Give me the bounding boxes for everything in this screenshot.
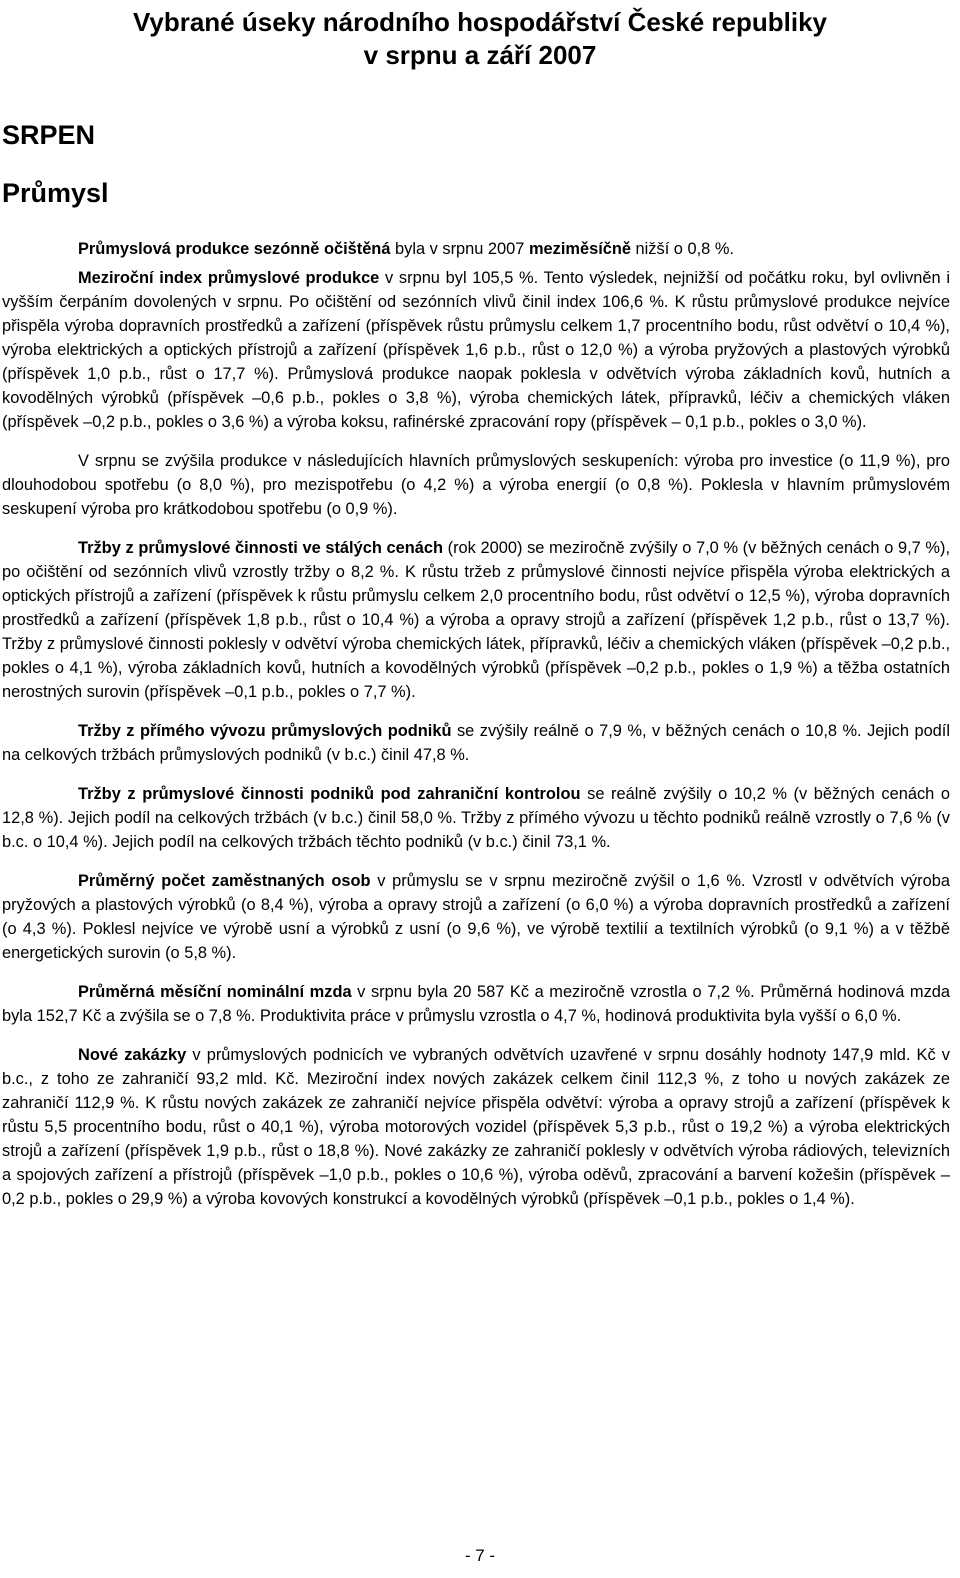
bold-term: meziměsíčně xyxy=(528,240,631,258)
paragraph-text: byla v srpnu 2007 xyxy=(390,240,529,258)
paragraph-text: v průmyslových podnicích ve vybraných odvětvích uzavřené v srpnu dosáhly hodnoty 147,9 mld. Kč v b.c., z toho ze zahraničí 93,2 mld. Kč. Meziroční index nových zakázek celkem činil 112,3 %, z toho u nových zakázek ze zahraničí 112,9 %. K růstu nových zakázek ze zahraničí nejvíce přispěla odvětví: výroba a opravy strojů a zařízení (příspěvek k růstu 5,5 procentního bodu, růst o 40,1 %), výroba motorových vozidel (příspěvek 5,3 p.b., růst o 19,2 %) a výroba elektrických strojů a zařízení (příspěvek 1,9 p.b., růst o 18,8 %). Nové zakázky ze zahraničí poklesly v odvětvích výroba rádiových, televizních a spojových zařízení a přístrojů (příspěvek –1,0 p.b., pokles o 10,6 %), výroba oděvů, zpracování a barvení kožešin (příspěvek –0,2 p.b., pokles o 29,9 %) a výroba kovových konstrukcí a kovodělných výrobků (příspěvek –0,1 p.b., pokles o 1,4 %). xyxy=(2,1046,951,1208)
paragraph-text: V srpnu se zvýšila produkce v následujících hlavních průmyslových seskupeních: výroba pro investice (o 11,9 %), pro dlouhodobou spotřebu (o 8,0 %), pro mezispotřebu (o 4,2 %) a výroba energií (o 0,8 %). Poklesla v hlavním průmyslovém seskupení výroba pro krátkodobou spotřebu (o 0,9 %). xyxy=(2,452,950,518)
paragraph-text: v průmyslu se v srpnu meziročně zvýšil o 1,6 %. Vzrostl v odvětvích výroba pryžových a plastových výrobků (o 8,4 %), výroba a opravy strojů a zařízení (o 6,0 %) a výroba dopravních prostředků a zařízení (o 4,3 %). Poklesl nejvíce ve výrobě usní a výrobků z usní (o 9,6 %), ve výrobě textilií a textilních výrobků (o 9,1 %) a v těžbě energetických surovin (o 5,8 %). xyxy=(2,872,950,962)
paragraph xyxy=(2,449,950,521)
bold-term: Tržby z průmyslové činnosti ve stálých cenách xyxy=(78,539,443,557)
document-title xyxy=(0,6,960,72)
bold-term: Průměrný počet zaměstnaných osob xyxy=(78,872,371,890)
title-line-1: Vybrané úseky národního hospodářství České republiky xyxy=(132,7,828,37)
bold-term: Tržby z přímého vývozu průmyslových podniků xyxy=(78,722,452,740)
bold-term: Nové zakázky xyxy=(78,1046,187,1064)
paragraph-text: nižší o 0,8 %. xyxy=(631,240,734,258)
paragraph xyxy=(2,266,950,434)
paragraph xyxy=(2,782,950,854)
title-line-2: v srpnu a září 2007 xyxy=(363,40,597,70)
paragraph xyxy=(2,237,950,261)
paragraph-text: (rok 2000) se meziročně zvýšily o 7,0 % (v běžných cenách o 9,7 %), po očištění od sezónních vlivů vzrostly tržby o 8,2 %. K růstu tržeb z průmyslové činnosti nejvíce přispěla výroba elektrických a optických přístrojů a zařízení (příspěvek k růstu průmyslu celkem 2,0 procentního bodu, růst odvětví o 12,5 %), výroba dopravních prostředků a zařízení (příspěvek 1,8 p.b., růst o 10,4 %) a výroba a opravy strojů a zařízení (příspěvek 1,2 p.b., růst o 13,7 %). Tržby z průmyslové činnosti poklesly v odvětví výroba chemických látek, přípravků, léčiv a chemických vláken (příspěvek –0,2 p.b., pokles o 4,1 %), výroba základních kovů, hutních a kovodělných výrobků (příspěvek –0,2 p.b., pokles o 1,9 %) a těžba ostatních nerostných surovin (příspěvek –0,1 p.b., pokles o 7,7 %). xyxy=(2,539,950,701)
paragraph-text: v srpnu byl 105,5 %. Tento výsledek, nejnižší od počátku roku, byl ovlivněn i vyšším čerpáním dovolených v srpnu. Po očištění od sezónních vlivů činil index 106,6 %. K růstu průmyslové produkce nejvíce přispěla výroba dopravních prostředků a zařízení (příspěvek růstu průmyslu celkem 1,7 procentního bodu, růst odvětví o 10,4 %), výroba elektrických a optických přístrojů a zařízení (příspěvek 1,6 p.b., růst o 12,0 %) a výroba pryžových a plastových výrobků (příspěvek 1,0 p.b., růst o 17,7 %). Průmyslová produkce naopak poklesla v odvětvích výroba základních kovů, hutních a kovodělných výrobků (příspěvek –0,6 p.b., pokles o 3,8 %), výroba chemických látek, přípravků, léčiv a chemických vláken (příspěvek –0,2 p.b., pokles o 3,6 %) a výroba koksu, rafinérské zpracování ropy (příspěvek – 0,1 p.b., pokles o 3,0 %). xyxy=(2,269,950,431)
subsection-heading: Průmysl xyxy=(2,178,109,208)
paragraph xyxy=(2,1043,950,1211)
paragraph xyxy=(2,536,950,704)
bold-term: Průměrná měsíční nominální mzda xyxy=(78,983,352,1001)
bold-term: Tržby z průmyslové činnosti podniků pod zahraniční kontrolou xyxy=(78,785,581,803)
page-number: - 7 - xyxy=(464,1546,496,1565)
article-body xyxy=(2,232,950,1211)
paragraph xyxy=(2,719,950,767)
section-heading: SRPEN xyxy=(2,120,96,150)
paragraph-text: v srpnu byla 20 587 Kč a meziročně vzrostla o 7,2 %. Průměrná hodinová mzda byla 152,7 Kč a zvýšila se o 7,8 %. Produktivita práce v průmyslu vzrostla o 4,7 %, hodinová produktivita byla vyšší o 6,0 %. xyxy=(2,983,950,1025)
paragraph xyxy=(2,869,950,965)
bold-term: Meziroční index průmyslové produkce xyxy=(78,269,380,287)
bold-term: Průmyslová produkce sezónně očištěná xyxy=(78,240,391,258)
paragraph xyxy=(2,980,950,1028)
paragraph-text: se zvýšily reálně o 7,9 %, v běžných cenách o 10,8 %. Jejich podíl na celkových tržbách průmyslových podniků (v b.c.) činil 47,8 %. xyxy=(2,722,950,764)
paragraph-text: se reálně zvýšily o 10,2 % (v běžných cenách o 12,8 %). Jejich podíl na celkových tržbách (v b.c.) činil 58,0 %. Tržby z přímého vývozu u těchto podniků reálně vzrostly o 7,6 % (v b.c. o 10,4 %). Jejich podíl na celkových tržbách těchto podniků (v b.c.) činil 73,1 %. xyxy=(2,785,951,851)
